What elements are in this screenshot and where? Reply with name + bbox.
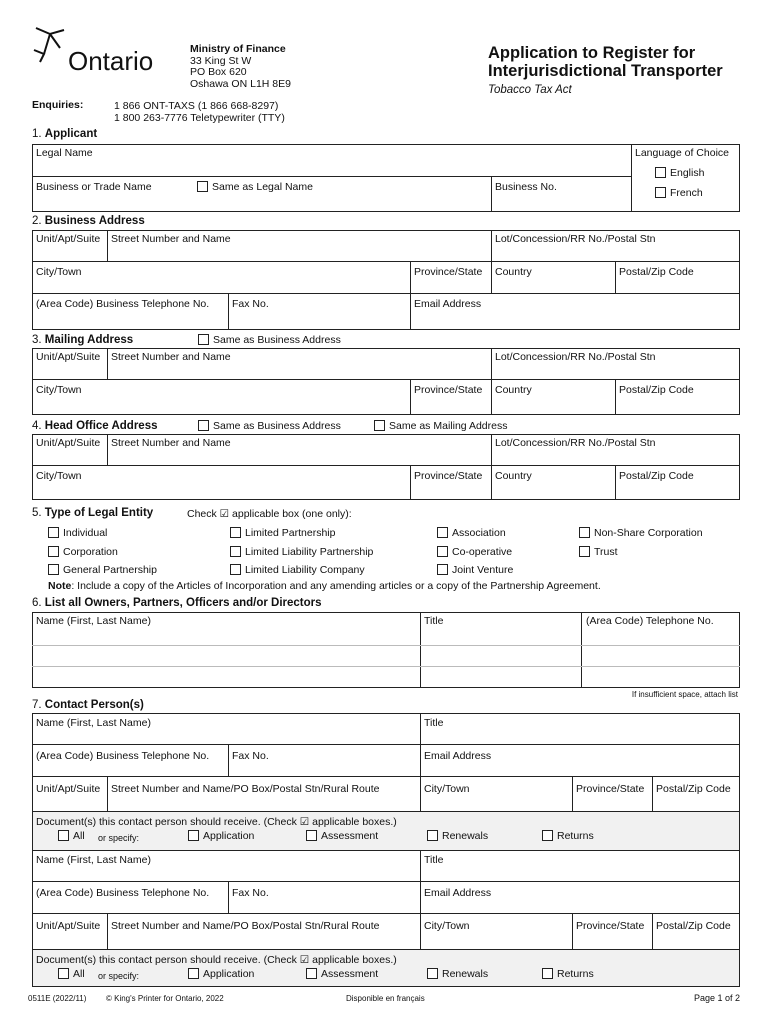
contact-province-field[interactable]: [572, 913, 653, 950]
checkbox-label: Limited Liability Partnership: [245, 545, 374, 558]
field-label: Postal/Zip Code: [656, 783, 731, 795]
form-number: 0511E (2022/11): [28, 994, 87, 1003]
section-title: Applicant: [44, 128, 98, 140]
street-field[interactable]: [107, 230, 492, 262]
legal-name-field[interactable]: [32, 144, 632, 177]
contact-city-field[interactable]: [420, 913, 573, 950]
section-number: 5.: [32, 507, 42, 519]
checkbox-label: Assessment: [321, 830, 379, 842]
field-label: Legal Name: [36, 147, 93, 159]
contact-postal-field[interactable]: [652, 913, 740, 950]
co-operative-checkbox[interactable]: [437, 546, 448, 557]
checkbox-label: Non-Share Corporation: [594, 527, 703, 539]
checkbox-label: Corporation: [63, 545, 118, 558]
title-line-1: Application to Register for: [488, 44, 696, 62]
joint-venture-checkbox[interactable]: [437, 564, 448, 575]
city-field[interactable]: [32, 465, 411, 500]
postal-field[interactable]: [615, 261, 740, 294]
field-label: Email Address: [414, 298, 482, 310]
field-label: Province/State: [576, 920, 645, 932]
province-field[interactable]: [410, 465, 492, 500]
enquiries-label: Enquiries:: [32, 99, 84, 111]
section-title: Business Address: [44, 215, 145, 227]
field-label: Postal/Zip Code: [619, 470, 694, 482]
section-number: 4.: [32, 420, 42, 432]
non-share-corporation-checkbox[interactable]: [579, 527, 590, 538]
field-label: Street Number and Name: [111, 233, 231, 245]
field-label: City/Town: [36, 384, 82, 396]
address-line: PO Box 620: [190, 66, 247, 78]
postal-field[interactable]: [615, 379, 740, 415]
contact-unit-field[interactable]: [32, 913, 108, 950]
field-label: Name (First, Last Name): [36, 854, 151, 866]
association-checkbox[interactable]: [437, 527, 448, 538]
field-label: City/Town: [424, 920, 470, 932]
contact-email-field[interactable]: [420, 744, 740, 777]
same-as-legal-name-checkbox[interactable]: [197, 181, 208, 192]
entity-col-1: [48, 524, 157, 580]
section-title: Mailing Address: [44, 334, 134, 346]
section-5-heading: [32, 507, 352, 520]
or-specify-label: or specify:: [98, 971, 140, 981]
section-7-heading: [32, 699, 144, 711]
business-phone-field[interactable]: [32, 293, 229, 330]
field-label: Fax No.: [232, 750, 269, 762]
field-label: Province/State: [414, 266, 483, 278]
lot-field[interactable]: [491, 230, 740, 262]
all-documents-checkbox[interactable]: [58, 830, 69, 841]
french-availability: Disponible en français: [346, 994, 425, 1003]
checkbox-label: Limited Partnership: [245, 527, 336, 539]
unit-field[interactable]: [32, 348, 108, 380]
street-field[interactable]: [107, 434, 492, 466]
field-label: Unit/Apt/Suite: [36, 783, 101, 795]
contact-postal-field[interactable]: [652, 776, 740, 812]
checkbox-label: Application: [203, 830, 255, 842]
field-label: Street Number and Name/PO Box/Postal Stn/Rural Route: [111, 783, 380, 795]
checkbox-label: All: [73, 830, 85, 842]
field-label: City/Town: [36, 266, 82, 278]
application-checkbox[interactable]: [188, 968, 199, 979]
contact-street-field[interactable]: [107, 913, 421, 950]
checkbox-label: Co-operative: [452, 545, 513, 558]
contact-documents-row: [32, 811, 740, 851]
unit-field[interactable]: [32, 434, 108, 466]
field-label: Unit/Apt/Suite: [36, 437, 101, 449]
address-line: 33 King St W: [190, 54, 252, 67]
section-number: 7.: [32, 699, 42, 711]
field-label: Unit/Apt/Suite: [36, 351, 101, 363]
checkbox-label: Renewals: [442, 968, 489, 980]
limited-partnership-checkbox[interactable]: [230, 527, 241, 538]
contact-unit-field[interactable]: [32, 776, 108, 812]
street-field[interactable]: [107, 348, 492, 380]
same-as-business-checkbox[interactable]: [198, 420, 209, 431]
postal-field[interactable]: [615, 465, 740, 500]
checkbox-label: English: [670, 167, 705, 179]
section-6-heading: [32, 597, 322, 609]
contact-name-field[interactable]: [32, 713, 421, 745]
field-label: Province/State: [414, 384, 483, 396]
contact-phone-field[interactable]: [32, 881, 229, 914]
owner-phone-column[interactable]: [581, 612, 740, 688]
ontario-logo: [30, 24, 180, 82]
enquiries-tty: 1 800 263-7776 Teletypewriter (TTY): [114, 112, 285, 124]
section-2-heading: [32, 215, 145, 227]
field-label: (Area Code) Telephone No.: [586, 615, 714, 627]
checkbox-label: Trust: [594, 545, 618, 558]
field-label: Title: [424, 854, 444, 866]
country-field[interactable]: [491, 465, 616, 500]
field-label: Country: [495, 470, 532, 482]
address-line: Oshawa ON L1H 8E9: [190, 77, 291, 90]
unit-field[interactable]: [32, 230, 108, 262]
section-1-heading: [32, 128, 97, 140]
title-line-2: Interjurisdictional Transporter: [488, 62, 723, 80]
contact-documents-row: [32, 949, 740, 987]
table-row-divider: [32, 645, 740, 646]
section-number: 6.: [32, 597, 42, 609]
field-label: Unit/Apt/Suite: [36, 920, 101, 932]
checkbox-label: Joint Venture: [452, 564, 514, 576]
field-label: Name (First, Last Name): [36, 717, 151, 729]
field-label: Country: [495, 384, 532, 396]
act-name: Tobacco Tax Act: [488, 84, 572, 96]
fax-field[interactable]: [228, 293, 411, 330]
field-label: Title: [424, 615, 444, 627]
logo-text: Ontario: [68, 46, 154, 76]
section-number: 3.: [32, 334, 42, 346]
field-label: Unit/Apt/Suite: [36, 233, 101, 245]
field-label: Language of Choice: [635, 147, 729, 159]
field-label: Email Address: [424, 887, 492, 899]
general-partnership-checkbox[interactable]: [48, 564, 59, 575]
checkbox-label: General Partnership: [63, 564, 157, 576]
contact-name-field[interactable]: [32, 850, 421, 882]
owner-name-column[interactable]: [32, 612, 421, 688]
contact-street-field[interactable]: [107, 776, 421, 812]
checkbox-label: Renewals: [442, 830, 489, 842]
province-field[interactable]: [410, 379, 492, 415]
lot-field[interactable]: [491, 434, 740, 466]
contact-fax-field[interactable]: [228, 744, 421, 777]
field-label: Province/State: [576, 783, 645, 795]
documents-instruction: Document(s) this contact person should receive. (Check ☑ applicable boxes.): [36, 816, 397, 828]
section-title: List all Owners, Partners, Officers and/or Directors: [44, 597, 322, 609]
application-checkbox[interactable]: [188, 830, 199, 841]
city-field[interactable]: [32, 261, 411, 294]
field-label: Country: [495, 266, 532, 278]
contact-title-field[interactable]: [420, 713, 740, 745]
field-label: (Area Code) Business Telephone No.: [36, 750, 210, 762]
city-field[interactable]: [32, 379, 411, 415]
checkbox-label: Same as Mailing Address: [389, 420, 508, 432]
field-label: (Area Code) Business Telephone No.: [36, 298, 210, 310]
section-4-heading: [32, 420, 508, 432]
field-label: Street Number and Name/PO Box/Postal Stn/Rural Route: [111, 920, 380, 932]
field-label: Business or Trade Name: [36, 181, 152, 193]
field-label: Name (First, Last Name): [36, 615, 151, 627]
field-label: Business No.: [495, 181, 557, 193]
field-label: Postal/Zip Code: [656, 920, 731, 932]
trust-checkbox[interactable]: [579, 546, 590, 557]
contact-city-field[interactable]: [420, 776, 573, 812]
field-label: Fax No.: [232, 298, 269, 310]
form-title: [488, 44, 723, 80]
field-label: Lot/Concession/RR No./Postal Stn: [495, 351, 656, 363]
individual-checkbox[interactable]: [48, 527, 59, 538]
field-label: Postal/Zip Code: [619, 384, 694, 396]
note-text: : Include a copy of the Articles of Incorporation and any amending articles or a copy of the Partnership Agreement.: [71, 580, 601, 592]
checkbox-label: Application: [203, 968, 255, 980]
checkbox-label: Same as Business Address: [213, 334, 341, 346]
field-label: Street Number and Name: [111, 437, 231, 449]
field-label: Email Address: [424, 750, 492, 762]
business-number-field[interactable]: [491, 176, 632, 212]
section-3-heading: [32, 334, 341, 346]
contact-title-field[interactable]: [420, 850, 740, 882]
enquiries-phone: 1 866 ONT-TAXS (1 866 668-8297): [114, 100, 279, 112]
field-label: Province/State: [414, 470, 483, 482]
lot-field[interactable]: [491, 348, 740, 380]
checkbox-label: Association: [452, 527, 506, 539]
field-label: (Area Code) Business Telephone No.: [36, 887, 210, 899]
llp-checkbox[interactable]: [230, 546, 241, 557]
country-field[interactable]: [491, 261, 616, 294]
french-checkbox[interactable]: [655, 187, 666, 198]
returns-checkbox[interactable]: [542, 830, 553, 841]
language-of-choice: [631, 144, 740, 212]
all-documents-checkbox[interactable]: [58, 968, 69, 979]
section-title: Type of Legal Entity: [44, 507, 154, 519]
llc-checkbox[interactable]: [230, 564, 241, 575]
checkbox-label: French: [670, 187, 703, 199]
field-label: Lot/Concession/RR No./Postal Stn: [495, 437, 656, 449]
checkbox-label: All: [73, 968, 85, 980]
field-label: Street Number and Name: [111, 351, 231, 363]
field-label: Postal/Zip Code: [619, 266, 694, 278]
contact-province-field[interactable]: [572, 776, 653, 812]
section-title: Head Office Address: [44, 420, 158, 432]
field-label: City/Town: [424, 783, 470, 795]
field-label: Title: [424, 717, 444, 729]
province-field[interactable]: [410, 261, 492, 294]
email-field[interactable]: [410, 293, 740, 330]
field-label: Fax No.: [232, 887, 269, 899]
field-label: City/Town: [36, 470, 82, 482]
owner-title-column[interactable]: [420, 612, 582, 688]
assessment-checkbox[interactable]: [306, 830, 317, 841]
english-checkbox[interactable]: [655, 167, 666, 178]
entity-col-4: [579, 524, 703, 561]
copyright: © King's Printer for Ontario, 2022: [106, 994, 224, 1003]
section-number: 1.: [32, 128, 42, 140]
renewals-checkbox[interactable]: [427, 830, 438, 841]
contact-phone-field[interactable]: [32, 744, 229, 777]
checkbox-label: Individual: [63, 527, 108, 539]
section-number: 2.: [32, 215, 42, 227]
insufficient-space-note: If insufficient space, attach list: [631, 690, 738, 699]
or-specify-label: or specify:: [98, 833, 140, 843]
documents-instruction: Document(s) this contact person should receive. (Check ☑ applicable boxes.): [36, 954, 397, 966]
section-title: Contact Person(s): [44, 699, 144, 711]
assessment-checkbox[interactable]: [306, 968, 317, 979]
trillium-icon: [30, 24, 70, 64]
note-label: Note: [48, 580, 72, 592]
country-field[interactable]: [491, 379, 616, 415]
entity-col-2: [230, 524, 373, 580]
ministry-block: [190, 44, 291, 90]
enquiries-block: [114, 100, 285, 124]
checkbox-label: Same as Legal Name: [212, 181, 313, 193]
contact-email-field[interactable]: [420, 881, 740, 914]
instruction-text: Check ☑ applicable box (one only):: [187, 508, 352, 520]
renewals-checkbox[interactable]: [427, 968, 438, 979]
same-as-mailing-checkbox[interactable]: [374, 420, 385, 431]
contact-fax-field[interactable]: [228, 881, 421, 914]
ministry-name: Ministry of Finance: [190, 43, 286, 55]
corporation-checkbox[interactable]: [48, 546, 59, 557]
entity-col-3: [437, 524, 513, 580]
checkbox-label: Same as Business Address: [213, 420, 341, 432]
checkbox-label: Returns: [557, 830, 594, 842]
page-number: Page 1 of 2: [693, 993, 740, 1003]
field-label: Lot/Concession/RR No./Postal Stn: [495, 233, 656, 245]
checkbox-label: Returns: [557, 968, 594, 980]
checkbox-label: Limited Liability Company: [245, 564, 365, 576]
business-trade-name-field[interactable]: [32, 176, 492, 212]
returns-checkbox[interactable]: [542, 968, 553, 979]
table-row-divider: [32, 666, 740, 667]
checkbox-label: Assessment: [321, 968, 379, 980]
entity-note: [48, 580, 601, 592]
same-as-business-checkbox[interactable]: [198, 334, 209, 345]
